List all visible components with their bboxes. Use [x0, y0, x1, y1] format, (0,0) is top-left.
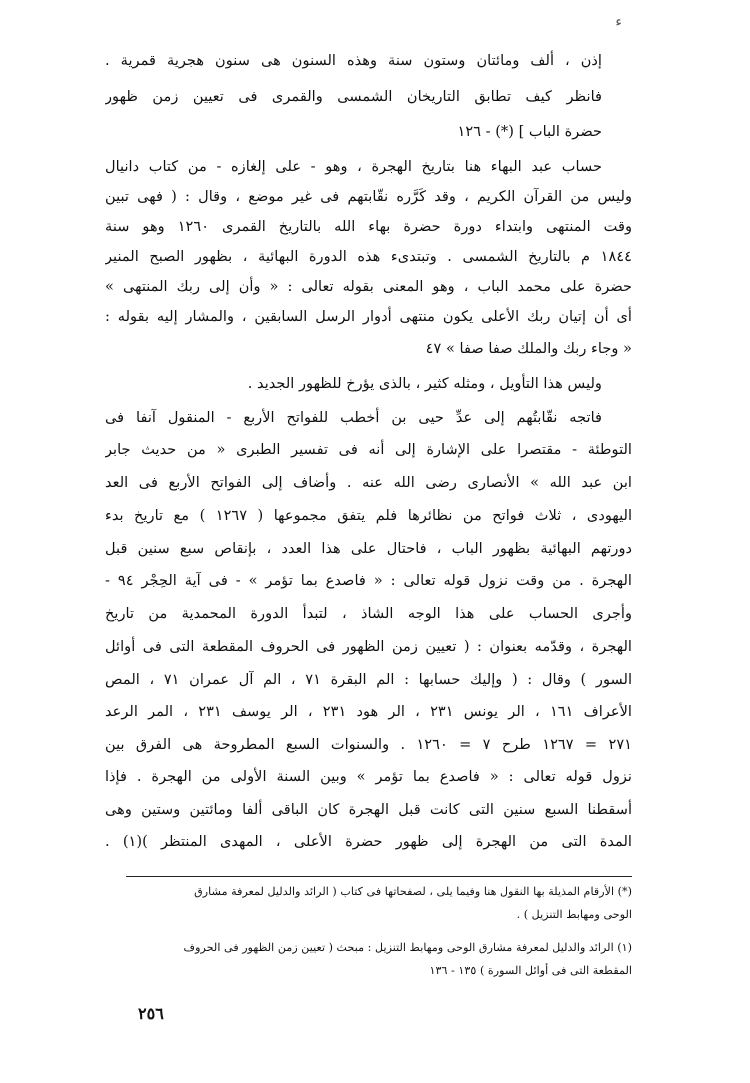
text-line: حساب عبد البهاء هنا بتاريخ الهجرة ، وهو - على إلغازه - من كتاب دانيال: [105, 158, 602, 175]
text-line: التوطئة - مقتصرا على الإشارة إلى أنه فى تفسير الطبرى « من حديث جابر: [105, 441, 632, 458]
text-line: حضرة على محمد الباب ، وهو المعنى بقوله تعالى : « وأن إلى ربك المنتهى »: [105, 278, 632, 295]
text-line: وأجرى الحساب على هذا الوجه الشاذ ، لتبدأ الدورة المحمدية من تاريخ: [105, 605, 632, 622]
page-number: ٢٥٦: [138, 1004, 164, 1023]
text-line: دورتهم البهائية بظهور الباب ، فاحتال على هذا العدد ، بإنقاص سبع سنين قبل: [105, 540, 632, 557]
footnote-divider: [126, 876, 632, 877]
text-line: الهجرة . من وقت نزول قوله تعالى : « فاصدع بما تؤمر » - فى آية الحِجْر ٩٤ -: [105, 572, 632, 589]
text-line: ١٨٤٤ م بالتاريخ الشمسى . وتبتدىء هذه الدورة البهائية ، بظهور الصبح المنير: [105, 248, 632, 265]
text-line: فانظر كيف تطابق التاريخان الشمسى والقمرى فى تعيين زمن ظهور: [105, 88, 602, 105]
text-line: نزول قوله تعالى : « فاصدع بما تؤمر » وبين السنة الأولى من الهجرة . فإذا: [105, 768, 632, 785]
text-line: حضرة الباب ] (*) - ١٢٦: [457, 123, 602, 140]
footnote-line: (١) الرائد والدليل لمعرفة مشارق الوحى ومهابط التنزيل : مبحث ( تعيين زمن الظهور فى الحروف: [183, 941, 632, 954]
text-line: ابن عبد الله » الأنصارى رضى الله عنه . وأضاف إلى الفواتح الأربع فى العد: [105, 474, 632, 491]
text-line: الهجرة ، وقدّمه بعنوان : ( تعيين زمن الظهور فى الحروف المقطعة التى فى أوائل: [105, 638, 632, 655]
footnote-line: الوحى ومهابط التنزيل ) .: [516, 908, 632, 921]
text-line: وليس من القرآن الكريم ، وقد كَرَّره نقّابتهم فى غير موضع ، وقال : ( فهى تبين: [105, 188, 632, 205]
text-line: ٢٧١ = ١٢٦٧ طرح ٧ = ١٢٦٠ . والسنوات السبع المطروحة هى الفرق بين: [105, 736, 632, 753]
text-line: أسقطنا السبع سنين التى كانت قبل الهجرة كان الباقى ألفا ومائتين وستين وهى: [105, 801, 632, 818]
footnote-line: (*) الأرقام المذيلة بها النقول هنا وفيما يلى ، لصفحاتها فى كتاب ( الرائد والدليل لمعرفة مشارق: [194, 885, 632, 898]
text-line: وقت المنتهى وابتداء دورة حضرة بهاء الله بالتاريخ القمرى ١٢٦٠ وهو سنة: [105, 218, 632, 235]
footnote-line: المقطعة التى فى أوائل السورة ) ١٣٥ - ١٣٦: [429, 964, 632, 977]
corner-mark: ء: [615, 14, 622, 30]
text-line: اليهودى ، ثلاث فواتح من نظائرها فلم يتفق مجموعها ( ١٢٦٧ ) مع تاريخ بدء: [105, 507, 632, 524]
text-line: فاتجه نقّابتُهم إلى عدِّ حيى بن أخطب للفواتح الأربع - المنقول آنفا فى: [105, 409, 602, 426]
text-line: الأعراف ١٦١ ، الر يونس ٢٣١ ، الر هود ٢٣١ ، الر يوسف ٢٣١ ، المر الرعد: [105, 703, 632, 720]
text-line: وليس هذا التأويل ، ومثله كثير ، بالذى يؤرخ للظهور الجديد .: [247, 375, 602, 392]
text-line: المدة التى من الهجرة إلى ظهور حضرة الأعلى ، المهدى المنتظر )(١) .: [105, 833, 632, 850]
text-line: أى أن إتيان ربك الأعلى يكون منتهى أدوار الرسل السابقين ، والمشار إليه بقوله :: [105, 308, 632, 325]
text-line: إذن ، ألف ومائتان وستون سنة وهذه السنون هى سنون هجرية قمرية .: [105, 52, 602, 69]
text-line: « وجاء ربك والملك صفا صفا » ٤٧: [425, 340, 632, 357]
text-line: السور ) وقال : ( وإليك حسابها : الم البقرة ٧١ ، الم آل عمران ٧١ ، المص: [105, 671, 632, 688]
